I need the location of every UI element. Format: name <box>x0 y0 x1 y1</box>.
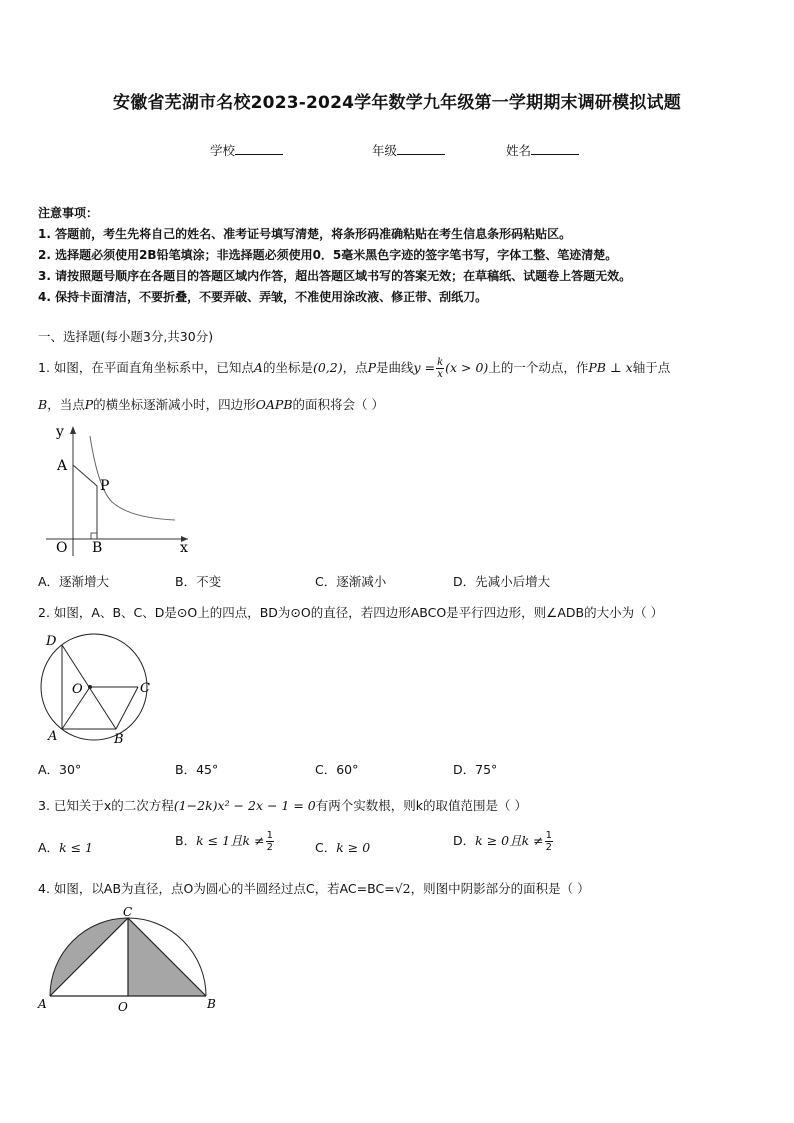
q3-text: 3. 已知关于x的二次方程 <box>38 798 174 813</box>
q1-option-d[interactable]: D．先减小后增大 <box>453 574 551 589</box>
school-label: 学校 <box>210 143 236 158</box>
q1-fig-label-p: P <box>100 478 110 494</box>
q1-text: ，点 <box>342 360 368 375</box>
notes-block <box>38 203 768 308</box>
q3-frac-den: 2 <box>545 842 552 853</box>
q1-text: 1. 如图，在平面直角坐标系中，已知点 <box>38 360 254 375</box>
q3-equation: (1−2k)x² − 2x − 1 = 0 <box>173 798 316 813</box>
q3-option-d-label: D． <box>453 833 476 848</box>
q3-frac-num: 1 <box>545 830 552 841</box>
q2-fig-label-o: O <box>72 682 83 697</box>
name-field[interactable] <box>506 141 579 159</box>
q3-option-a-label: A． <box>38 840 60 855</box>
q3-option-b-fraction <box>266 830 274 853</box>
q1-text: ，当点 <box>47 397 85 412</box>
q1-text: 是曲线 <box>376 360 414 375</box>
q1-frac-den: x <box>437 369 443 380</box>
section-heading: 一、选择题(每小题3分,共30分) <box>38 329 214 344</box>
q3-option-d-fraction <box>545 830 553 853</box>
q1-quad-path <box>73 465 97 539</box>
page-title: 安徽省芜湖市名校2023-2024学年数学九年级第一学期期末调研模拟试题 <box>113 93 681 113</box>
q4-fig-label-o: O <box>118 1000 128 1014</box>
q2-chord-bc <box>116 687 138 729</box>
notes-heading: 注意事项： <box>38 206 99 220</box>
grade-blank[interactable] <box>397 143 445 155</box>
q1-point-a: A <box>253 360 263 375</box>
note-item: 4. 保持卡面清洁，不要折叠，不要弄破、弄皱，不准使用涂改液、修正带、刮纸刀。 <box>38 290 488 304</box>
q1-figure <box>40 418 200 560</box>
q1-point-p: P <box>367 360 377 375</box>
school-blank[interactable] <box>235 143 283 155</box>
q1-line1 <box>38 357 670 380</box>
q4-text: ，则图中阴影部分的面积是（ ） <box>410 881 590 896</box>
q3-option-b-label: B． <box>175 833 197 848</box>
q2-text: 2. 如图，A、B、C、D是⊙O上的四点，BD为⊙O的直径，若四边形ABCO是平行四边形，则∠ADB的大小为（ ） <box>38 605 664 620</box>
q3-option-a-math: k ≤ 1 <box>59 840 94 855</box>
q4-fig-label-b: B <box>207 997 216 1011</box>
q1-fig-label-a: A <box>57 458 68 474</box>
q1-option-a[interactable]: A．逐渐增大 <box>38 574 110 589</box>
q3-option-c[interactable] <box>315 838 370 856</box>
q1-point-b: B <box>38 397 48 412</box>
q3-option-a[interactable] <box>38 838 93 856</box>
grade-label: 年级 <box>372 143 398 158</box>
q4-text: 4. 如图，以AB为直径，点O为圆心的半圆经过点C，若AC=BC= <box>38 881 395 896</box>
q1-right-angle <box>91 533 97 539</box>
q3-option-c-math: k ≥ 0 <box>336 840 371 855</box>
q1-text: 上的一个动点，作 <box>488 360 589 375</box>
q4-fig-label-a: A <box>38 997 47 1011</box>
q1-fraction <box>436 357 444 380</box>
q1-curve-y: y = <box>413 360 436 375</box>
q4-sqrt2: √2 <box>394 881 411 896</box>
q1-line2 <box>38 395 384 413</box>
q2-option-a[interactable]: A．30° <box>38 762 82 777</box>
q1-fig-label-x: x <box>180 540 188 556</box>
q1-fig-label-y: y <box>56 424 64 440</box>
note-item: 2. 选择题必须使用2B铅笔填涂；非选择题必须使用0．5毫米黑色字迹的签字笔书写，字体工整、笔迹清楚。 <box>38 248 618 262</box>
q4-line <box>38 879 590 897</box>
name-blank[interactable] <box>531 143 579 155</box>
q1-y-arrow <box>70 426 76 434</box>
q2-fig-label-a: A <box>48 729 58 744</box>
q4-fig-label-c: C <box>123 905 133 919</box>
name-label: 姓名 <box>506 143 532 158</box>
q1-curve-cond: (x > 0) <box>445 360 489 375</box>
q2-fig-label-c: C <box>140 681 150 696</box>
q2-figure <box>34 630 156 746</box>
q3-frac-den: 2 <box>266 842 273 853</box>
q2-center-dot <box>88 685 92 689</box>
q2-fig-label-d: D <box>46 634 57 649</box>
q3-option-d[interactable] <box>453 830 554 853</box>
q1-text: 轴于点 <box>632 360 671 375</box>
q2-option-d[interactable]: D．75° <box>453 762 498 777</box>
note-item: 1. 答题前，考生先将自己的姓名、准考证号填写清楚，将条形码准确粘贴在考生信息条形码粘贴区。 <box>38 227 572 241</box>
q1-fig-label-o: O <box>56 540 68 556</box>
q1-frac-num: k <box>437 357 444 368</box>
q1-text: 的坐标是 <box>262 360 313 375</box>
school-field[interactable] <box>210 141 283 159</box>
q3-line <box>38 796 527 814</box>
q3-option-d-math: k ≥ 0且k ≠ <box>475 833 544 848</box>
q1-text: 的面积将会（ ） <box>292 397 384 412</box>
q1-fig-label-b: B <box>92 540 103 556</box>
q3-option-b-math: k ≤ 1且k ≠ <box>196 833 265 848</box>
q4-figure <box>34 904 224 1016</box>
q1-perp: PB ⊥ x <box>588 360 633 375</box>
q1-quad: OAPB <box>255 397 293 412</box>
q3-option-c-label: C． <box>315 840 337 855</box>
q1-option-b[interactable]: B．不变 <box>175 574 222 589</box>
q1-option-c[interactable]: C．逐渐减小 <box>315 574 387 589</box>
q2-fig-label-b: B <box>114 732 124 746</box>
grade-field[interactable] <box>372 141 445 159</box>
q3-text: 有两个实数根，则k的取值范围是（ ） <box>315 798 527 813</box>
note-item: 3. 请按照题号顺序在各题目的答题区域内作答，超出答题区域书写的答案无效；在草稿纸、试题卷上答题无效。 <box>38 269 632 283</box>
q1-point-p: P <box>84 397 94 412</box>
q3-option-b[interactable] <box>175 830 275 853</box>
q3-frac-num: 1 <box>266 830 273 841</box>
q2-option-c[interactable]: C．60° <box>315 762 359 777</box>
q1-coord: (0,2) <box>312 360 343 375</box>
q2-option-b[interactable]: B．45° <box>175 762 219 777</box>
q1-text: 的横坐标逐渐减小时，四边形 <box>93 397 256 412</box>
